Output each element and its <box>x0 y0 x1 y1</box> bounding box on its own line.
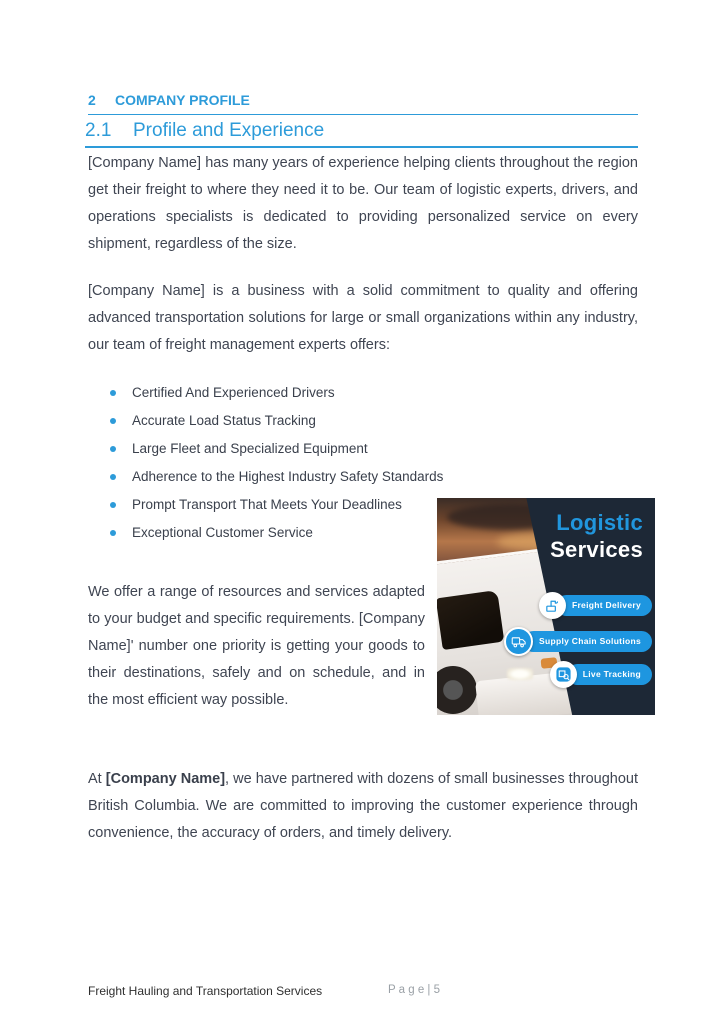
bullet-icon <box>110 418 116 424</box>
subsection-number: 2.1 <box>85 120 112 141</box>
logistic-services-promo-image <box>437 498 655 715</box>
promo-title <box>550 510 643 563</box>
delivery-truck-icon <box>504 627 533 656</box>
paragraph-experience: [Company Name] has many years of experience helping clients throughout the region get their freight to where they need it to be. Our team of logistic experts, drivers, and operations specialists is dedicated to providing personalized service on every shipment, regardless of the size. <box>88 155 638 252</box>
list-item <box>110 496 443 514</box>
page-footer <box>88 984 638 998</box>
subsection-title: Profile and Experience <box>133 120 325 141</box>
crane-box-icon <box>539 592 566 619</box>
company-name-bold: [Company Name] <box>105 771 226 787</box>
bullet-icon <box>110 502 116 508</box>
bullet-icon <box>110 474 116 480</box>
promo-title-line1: Logistic <box>556 510 643 535</box>
paragraph-commitment: [Company Name] is a business with a solid commitment to quality and offering advanced transportation solutions for large or small organizations within any industry, our team of freight management experts offers: <box>88 283 638 353</box>
badge-freight-delivery <box>539 592 652 619</box>
list-item <box>110 412 443 430</box>
section-title: COMPANY PROFILE <box>115 92 250 108</box>
bullet-icon <box>110 446 116 452</box>
badge-supply-chain-solutions <box>504 627 652 656</box>
truck-foglight <box>507 668 533 680</box>
paragraph-resources: We offer a range of resources and services adapted to your budget and specific requirements. [Company Name]' number one priority is getting your goods to their destinations, safely and on schedule, and in the most efficient way possible. <box>88 584 425 708</box>
list-item <box>110 468 443 486</box>
footer-page-number: P a g e | 5 <box>388 984 441 996</box>
truck-window <box>437 590 504 650</box>
badge-label: Live Tracking <box>567 664 652 685</box>
bullet-icon <box>110 530 116 536</box>
package-search-icon <box>550 661 577 688</box>
badge-live-tracking <box>550 661 652 688</box>
paragraph-partnership <box>88 766 638 847</box>
paragraph-text: , we have partnered with dozens of small businesses throughout British Columbia. We are committed to improving the customer experience through convenience, the accuracy of orders, and timely delivery. <box>88 771 638 841</box>
list-item <box>110 440 443 458</box>
subsection-heading <box>85 120 638 148</box>
bullet-text: Prompt Transport That Meets Your Deadlines <box>132 497 402 512</box>
paragraph-text: At <box>88 771 106 787</box>
services-bullet-list <box>110 384 443 552</box>
bullet-icon <box>110 390 116 396</box>
list-item <box>110 524 443 542</box>
bullet-text: Certified And Experienced Drivers <box>132 385 335 400</box>
bullet-text: Accurate Load Status Tracking <box>132 413 316 428</box>
promo-title-line2: Services <box>550 536 643 562</box>
bullet-text: Exceptional Customer Service <box>132 525 313 540</box>
bullet-text: Adherence to the Highest Industry Safety Standards <box>132 469 444 484</box>
footer-document-title: Freight Hauling and Transportation Services <box>88 984 323 998</box>
badge-label: Supply Chain Solutions <box>523 631 652 652</box>
list-item <box>110 384 443 402</box>
section-number: 2 <box>88 92 96 108</box>
badge-label: Freight Delivery <box>556 595 652 616</box>
section-heading <box>88 92 638 115</box>
bullet-text: Large Fleet and Specialized Equipment <box>132 441 368 456</box>
